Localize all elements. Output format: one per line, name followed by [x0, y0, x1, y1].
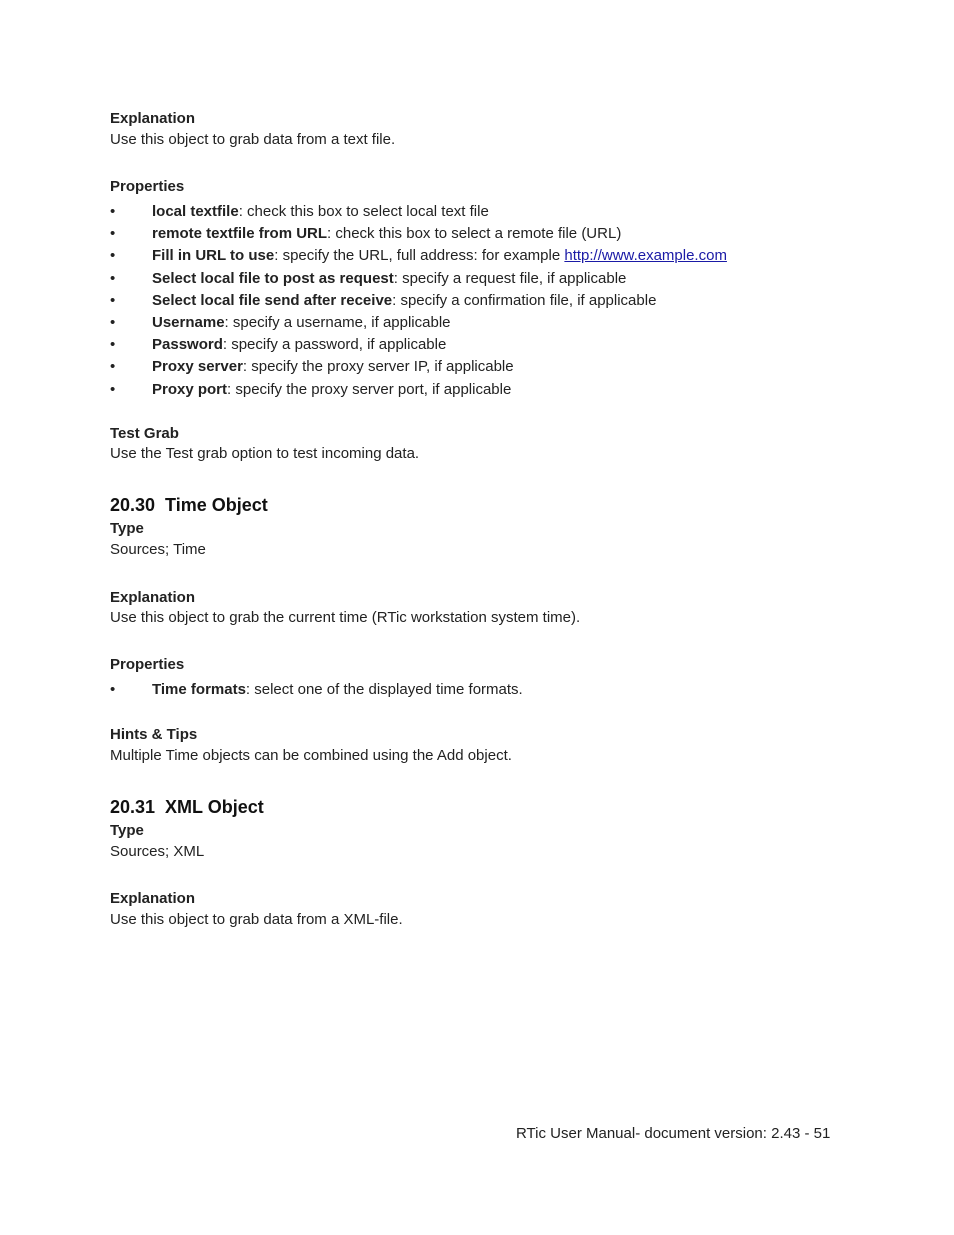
hints-text: Multiple Time objects can be combined using the Add object.	[110, 747, 512, 764]
section-title-text: Time Object	[165, 495, 268, 515]
property-item	[110, 335, 727, 357]
property-name: Time formats	[152, 681, 246, 698]
bullet-icon: •	[110, 380, 116, 398]
explanation-text: Use this object to grab data from a text file.	[110, 131, 396, 148]
properties-list-wrapper	[110, 680, 523, 702]
property-item	[110, 380, 727, 402]
example-url-link[interactable]: http://www.example.com	[564, 247, 727, 265]
section-number: 20.30	[110, 495, 156, 515]
bullet-icon: •	[110, 225, 116, 243]
section-title-time-object	[110, 494, 268, 516]
property-name: remote textfile from URL	[152, 225, 328, 243]
property-description: : specify the proxy server IP, if applicable	[242, 358, 514, 376]
property-item	[110, 246, 727, 268]
type-heading: Type	[110, 520, 144, 537]
properties-heading: Properties	[110, 656, 185, 673]
explanation-text: Use this object to grab data from a XML-file.	[110, 911, 403, 928]
type-text: Sources; XML	[110, 843, 205, 860]
explanation-heading: Explanation	[110, 890, 196, 907]
property-item	[110, 202, 727, 224]
bullet-icon: •	[110, 358, 116, 376]
property-item	[110, 224, 727, 246]
hints-heading: Hints & Tips	[110, 726, 198, 743]
property-item	[110, 269, 727, 291]
type-heading: Type	[110, 822, 144, 839]
property-name: Proxy port	[152, 380, 228, 398]
property-description: : check this box to select local text file	[238, 203, 489, 220]
property-description: : check this box to select a remote file (URL)	[327, 225, 622, 243]
bullet-icon: •	[110, 681, 116, 698]
property-description: : specify a request file, if applicable	[393, 269, 627, 287]
properties-list	[110, 202, 727, 402]
bullet-icon: •	[110, 291, 116, 309]
properties-list	[110, 680, 523, 702]
property-description: : specify a password, if applicable	[222, 336, 447, 354]
bullet-icon: •	[110, 203, 116, 220]
property-description: : specify a confirmation file, if applicable	[392, 291, 657, 309]
property-description: : select one of the displayed time formats.	[245, 681, 523, 698]
type-text: Sources; Time	[110, 541, 206, 558]
property-item	[110, 680, 523, 702]
test-grab-text: Use the Test grab option to test incoming data.	[110, 445, 420, 462]
property-name: Proxy server	[152, 358, 243, 376]
property-item	[110, 357, 727, 379]
explanation-text: Use this object to grab the current time (RTic workstation system time).	[110, 609, 581, 626]
property-description: : specify a username, if applicable	[224, 313, 451, 331]
bullet-icon: •	[110, 247, 116, 265]
bullet-icon: •	[110, 336, 116, 354]
properties-heading: Properties	[110, 178, 185, 195]
property-name: Select local file to post as request	[152, 269, 394, 287]
property-name: Password	[152, 336, 223, 354]
bullet-icon: •	[110, 269, 116, 287]
bullet-icon: •	[110, 313, 116, 331]
explanation-heading: Explanation	[110, 110, 196, 127]
property-item	[110, 313, 727, 335]
explanation-heading: Explanation	[110, 589, 196, 606]
property-name: Select local file send after receive	[152, 291, 393, 309]
property-name: local textfile	[152, 203, 239, 220]
section-title-text: XML Object	[165, 797, 264, 817]
property-name: Username	[152, 313, 225, 331]
section-title-xml-object	[110, 796, 264, 818]
property-description: : specify the URL, full address: for example	[274, 247, 565, 265]
property-name: Fill in URL to use	[152, 247, 275, 265]
test-grab-heading: Test Grab	[110, 425, 179, 442]
property-description: : specify the proxy server port, if applicable	[227, 380, 512, 398]
property-item	[110, 291, 727, 313]
section-number: 20.31	[110, 797, 156, 817]
page-footer: RTic User Manual- document version: 2.43 - 51	[516, 1125, 831, 1142]
properties-list-wrapper	[110, 202, 727, 402]
